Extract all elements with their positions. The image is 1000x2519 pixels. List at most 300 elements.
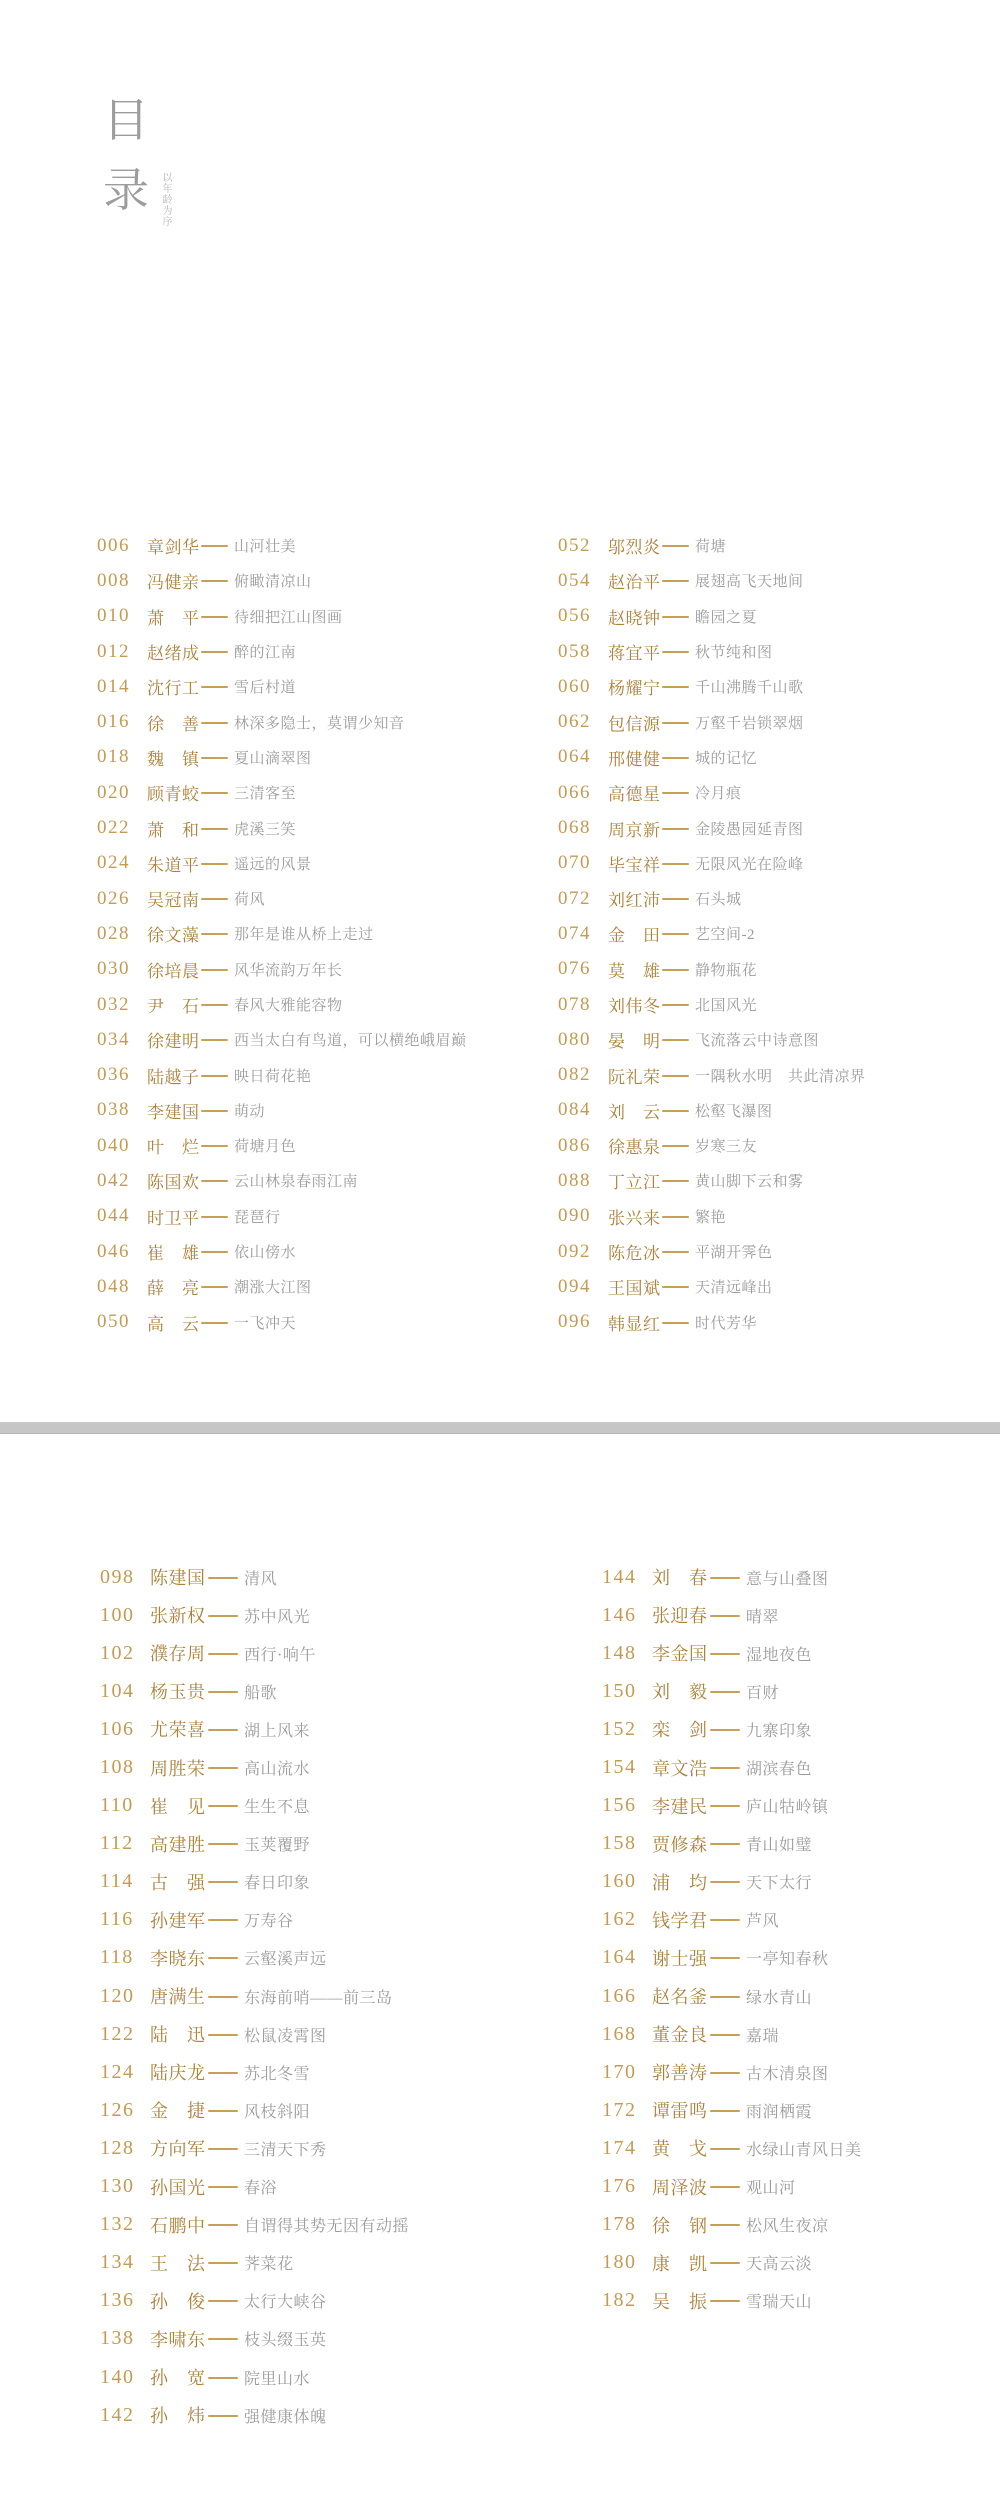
entry-artist-name: 吴冠南	[147, 891, 200, 911]
entry-dash-line	[710, 2034, 740, 2036]
toc-entry	[100, 2168, 409, 2206]
entry-dash-line	[208, 1653, 238, 1655]
toc-entry	[558, 1163, 866, 1198]
entry-artist-name: 张迎春	[652, 1606, 708, 1627]
toc-entry	[97, 740, 467, 775]
entry-artist-name: 徐惠泉	[608, 1138, 661, 1158]
entry-work-title: 荷塘	[695, 539, 727, 556]
entry-work-title: 岁寒三友	[695, 1139, 758, 1156]
entry-work-title: 枝头缀玉英	[244, 2332, 327, 2350]
entry-artist-name: 高德星	[608, 785, 661, 805]
entry-dash-line	[710, 1615, 740, 1617]
toc-entry	[97, 528, 467, 563]
entry-dash-line	[208, 2034, 238, 2036]
toc-entry	[602, 1634, 862, 1672]
entry-artist-name: 尹 石	[147, 997, 200, 1016]
entry-work-title: 三清天下秀	[244, 2141, 327, 2159]
entry-work-title: 船歌	[244, 1684, 278, 1702]
entry-dash-line	[208, 1767, 238, 1769]
toc-entry	[97, 987, 467, 1022]
entry-page-number: 170	[602, 2060, 637, 2083]
entry-page-number: 156	[602, 1794, 637, 1817]
page-gap-divider	[0, 1422, 1000, 1434]
entry-artist-name: 邢健健	[608, 749, 661, 769]
entry-page-number: 124	[100, 2060, 135, 2083]
entry-artist-name: 李晓东	[150, 1948, 206, 1969]
entry-dash-line	[662, 1216, 689, 1218]
toc-entry	[558, 599, 866, 634]
entry-artist-name: 康 凯	[652, 2253, 708, 2274]
entry-work-title: 天高云淡	[746, 2256, 813, 2274]
toc-entry	[602, 1863, 862, 1901]
entry-artist-name: 顾青蛟	[147, 785, 200, 805]
entry-page-number: 132	[100, 2213, 135, 2236]
entry-dash-line	[208, 2377, 238, 2379]
entry-artist-name: 吴 振	[652, 2291, 708, 2312]
entry-artist-name: 董金良	[652, 2025, 708, 2046]
toc-entry	[602, 2206, 862, 2244]
entry-dash-line	[710, 2186, 740, 2188]
entry-work-title: 金陵愚园延青图	[695, 821, 804, 838]
entry-page-number: 126	[100, 2098, 135, 2121]
toc-entry	[558, 1093, 866, 1128]
entry-artist-name: 刘 云	[608, 1102, 661, 1122]
entry-artist-name: 赵治平	[608, 573, 661, 593]
toc-entry	[100, 1825, 409, 1863]
toc-column-page2-left	[100, 1558, 409, 2434]
entry-page-number: 160	[602, 1870, 637, 1893]
entry-page-number: 088	[558, 1169, 591, 1191]
entry-artist-name: 阮礼荣	[608, 1067, 661, 1087]
entry-page-number: 154	[602, 1756, 637, 1779]
toc-entry	[558, 810, 866, 845]
entry-work-title: 春风大雅能容物	[234, 998, 343, 1014]
entry-artist-name: 赵晓钟	[608, 608, 661, 628]
entry-dash-line	[201, 933, 228, 935]
toc-entry	[602, 1672, 862, 1710]
entry-artist-name: 周泽波	[652, 2177, 708, 2198]
entry-dash-line	[710, 1881, 740, 1883]
entry-work-title: 九寨印象	[746, 1722, 813, 1740]
entry-dash-line	[201, 757, 228, 759]
entry-artist-name: 赵名釜	[652, 1987, 708, 2008]
entry-work-title: 黄山脚下云和雾	[695, 1174, 804, 1191]
entry-work-title: 展翅高飞天地间	[695, 574, 804, 591]
entry-page-number: 042	[97, 1169, 130, 1191]
toc-entry	[602, 1939, 862, 1977]
entry-work-title: 生生不息	[244, 1799, 311, 1817]
entry-work-title: 万壑千岩锁翠烟	[695, 715, 804, 732]
entry-dash-line	[208, 2300, 238, 2302]
entry-dash-line	[201, 828, 228, 830]
entry-page-number: 158	[602, 1832, 637, 1855]
entry-work-title: 萌动	[234, 1103, 266, 1120]
entry-dash-line	[710, 1577, 740, 1579]
toc-entry	[100, 2015, 409, 2053]
entry-artist-name: 方向军	[150, 2139, 206, 2160]
entry-work-title: 强健康体魄	[244, 2408, 327, 2426]
entry-artist-name: 时卫平	[147, 1208, 200, 1228]
entry-artist-name: 孙 俊	[150, 2291, 206, 2312]
entry-dash-line	[662, 1322, 689, 1324]
entry-dash-line	[710, 2148, 740, 2150]
entry-artist-name: 陈建国	[150, 1568, 206, 1589]
toc-entry	[602, 1710, 862, 1748]
entry-dash-line	[710, 1805, 740, 1807]
toc-subtitle-vertical: 以年龄为序	[160, 172, 171, 227]
entry-artist-name: 晏 明	[608, 1032, 661, 1052]
entry-artist-name: 章文浩	[652, 1758, 708, 1779]
entry-page-number: 056	[558, 605, 591, 627]
toc-entry	[558, 1128, 866, 1163]
entry-dash-line	[201, 1322, 228, 1324]
entry-page-number: 182	[602, 2289, 637, 2312]
entry-dash-line	[201, 1180, 228, 1182]
toc-entry	[100, 2091, 409, 2129]
entry-dash-line	[662, 1075, 689, 1077]
entry-dash-line	[208, 1881, 238, 1883]
entry-artist-name: 周京新	[608, 820, 661, 840]
entry-artist-name: 萧 和	[147, 820, 200, 840]
entry-work-title: 荠菜花	[244, 2256, 294, 2274]
entry-work-title: 待细把江山图画	[234, 609, 343, 626]
entry-work-title: 自谓得其势无因有动摇	[244, 2218, 410, 2236]
entry-page-number: 076	[558, 958, 591, 980]
entry-page-number: 020	[97, 781, 130, 803]
toc-entry	[602, 1748, 862, 1786]
entry-artist-name: 高 云	[147, 1314, 200, 1334]
entry-artist-name: 钱学君	[652, 1910, 708, 1931]
entry-dash-line	[208, 2072, 238, 2074]
entry-page-number: 092	[558, 1240, 591, 1262]
entry-dash-line	[662, 933, 689, 935]
entry-artist-name: 莫 雄	[608, 961, 661, 981]
entry-artist-name: 徐文藻	[147, 926, 200, 946]
entry-work-title: 芦风	[746, 1913, 780, 1931]
entry-work-title: 百财	[746, 1684, 780, 1702]
entry-page-number: 058	[558, 640, 591, 662]
entry-work-title: 松风生夜凉	[746, 2218, 829, 2236]
entry-dash-line	[710, 1653, 740, 1655]
entry-page-number: 022	[97, 817, 130, 839]
entry-page-number: 066	[558, 781, 591, 803]
entry-page-number: 014	[97, 675, 130, 697]
entry-page-number: 080	[558, 1028, 591, 1050]
entry-page-number: 136	[100, 2289, 135, 2312]
entry-work-title: 天清远峰出	[695, 1280, 773, 1297]
entry-page-number: 168	[602, 2022, 637, 2045]
entry-page-number: 030	[97, 958, 130, 980]
entry-work-title: 太行大峡谷	[244, 2294, 327, 2312]
entry-page-number: 012	[97, 640, 130, 662]
entry-dash-line	[201, 1004, 228, 1006]
toc-entry	[97, 1057, 467, 1092]
entry-work-title: 繁艳	[695, 1209, 727, 1226]
entry-dash-line	[662, 686, 689, 688]
entry-dash-line	[208, 1615, 238, 1617]
entry-artist-name: 孙建军	[150, 1910, 206, 1931]
entry-dash-line	[662, 1286, 689, 1288]
entry-artist-name: 徐培晨	[147, 961, 200, 981]
entry-dash-line	[662, 580, 689, 582]
entry-artist-name: 陈国欢	[147, 1173, 200, 1193]
toc-entry	[100, 1558, 409, 1596]
entry-work-title: 湖上风来	[244, 1722, 311, 1740]
toc-entry	[97, 669, 467, 704]
entry-dash-line	[662, 1004, 689, 1006]
entry-artist-name: 薛 亮	[147, 1279, 200, 1299]
entry-artist-name: 杨耀宁	[608, 679, 661, 699]
toc-column-page2-right	[602, 1558, 862, 2320]
entry-artist-name: 崔 雄	[147, 1244, 200, 1264]
toc-entry	[100, 1901, 409, 1939]
entry-dash-line	[208, 2415, 238, 2417]
toc-entry	[602, 1901, 862, 1939]
entry-page-number: 120	[100, 1984, 135, 2007]
entry-dash-line	[662, 1251, 689, 1253]
entry-artist-name: 陆 迅	[150, 2025, 206, 2046]
entry-page-number: 060	[558, 675, 591, 697]
entry-dash-line	[208, 2224, 238, 2226]
entry-page-number: 054	[558, 569, 591, 591]
entry-page-number: 070	[558, 852, 591, 874]
entry-work-title: 一隅秋水明 共此清凉界	[695, 1068, 866, 1085]
entry-dash-line	[208, 2262, 238, 2264]
entry-work-title: 俯瞰清凉山	[234, 574, 312, 591]
entry-page-number: 140	[100, 2365, 135, 2388]
toc-entry	[558, 1269, 866, 1304]
toc-entry	[97, 599, 467, 634]
entry-artist-name: 包信源	[608, 714, 661, 734]
entry-page-number: 152	[602, 1717, 637, 1740]
entry-work-title: 嘉瑞	[746, 2027, 780, 2045]
entry-page-number: 068	[558, 817, 591, 839]
entry-work-title: 春日印象	[244, 1875, 311, 1893]
entry-page-number: 084	[558, 1099, 591, 1121]
entry-work-title: 苏北冬雪	[244, 2065, 311, 2083]
entry-dash-line	[201, 722, 228, 724]
entry-page-number: 006	[97, 534, 130, 556]
entry-page-number: 138	[100, 2327, 135, 2350]
entry-page-number: 090	[558, 1205, 591, 1227]
entry-work-title: 松壑飞瀑图	[695, 1103, 773, 1120]
entry-page-number: 016	[97, 711, 130, 733]
entry-work-title: 时代芳华	[695, 1315, 758, 1332]
entry-work-title: 西行·响午	[244, 1646, 316, 1664]
entry-artist-name: 谭雷鸣	[652, 2101, 708, 2122]
entry-dash-line	[662, 616, 689, 618]
entry-work-title: 城的记忆	[695, 750, 758, 767]
toc-entry	[558, 740, 866, 775]
entry-work-title: 山河壮美	[234, 539, 297, 556]
entry-artist-name: 金 田	[608, 926, 661, 946]
entry-artist-name: 沈行工	[147, 679, 200, 699]
entry-dash-line	[201, 1110, 228, 1112]
entry-artist-name: 毕宝祥	[608, 855, 661, 875]
entry-work-title: 醉的江南	[234, 645, 297, 662]
entry-dash-line	[662, 969, 689, 971]
entry-page-number: 166	[602, 1984, 637, 2007]
entry-page-number: 026	[97, 887, 130, 909]
entry-dash-line	[662, 898, 689, 900]
toc-entry	[558, 1057, 866, 1092]
entry-page-number: 104	[100, 1679, 135, 1702]
entry-dash-line	[662, 1110, 689, 1112]
entry-dash-line	[201, 1145, 228, 1147]
entry-page-number: 040	[97, 1134, 130, 1156]
entry-dash-line	[201, 1039, 228, 1041]
entry-work-title: 荷塘月色	[234, 1139, 297, 1156]
entry-work-title: 虎溪三笑	[234, 821, 297, 838]
entry-work-title: 绿水青山	[746, 1989, 813, 2007]
entry-page-number: 146	[602, 1603, 637, 1626]
entry-work-title: 院里山水	[244, 2370, 311, 2388]
toc-entry	[97, 1269, 467, 1304]
entry-page-number: 048	[97, 1275, 130, 1297]
entry-page-number: 150	[602, 1679, 637, 1702]
entry-work-title: 瞻园之夏	[695, 609, 758, 626]
entry-work-title: 千山沸腾千山歌	[695, 680, 804, 697]
toc-entry	[558, 775, 866, 810]
entry-artist-name: 孙国光	[150, 2177, 206, 2198]
entry-dash-line	[208, 2110, 238, 2112]
entry-artist-name: 濮存周	[150, 1644, 206, 1665]
entry-page-number: 174	[602, 2136, 637, 2159]
toc-entry	[558, 563, 866, 598]
entry-artist-name: 丁立江	[608, 1173, 661, 1193]
entry-page-number: 008	[97, 569, 130, 591]
toc-entry	[100, 2320, 409, 2358]
toc-entry	[100, 2206, 409, 2244]
entry-page-number: 180	[602, 2251, 637, 2274]
toc-entry	[100, 1863, 409, 1901]
entry-page-number: 050	[97, 1311, 130, 1333]
toc-entry	[558, 634, 866, 669]
toc-entry	[100, 2053, 409, 2091]
entry-work-title: 依山傍水	[234, 1245, 297, 1262]
entry-work-title: 苏中风光	[244, 1608, 311, 1626]
entry-artist-name: 赵绪成	[147, 644, 200, 664]
entry-page-number: 062	[558, 711, 591, 733]
entry-dash-line	[662, 828, 689, 830]
toc-entry	[97, 775, 467, 810]
toc-entry	[97, 1305, 467, 1340]
entry-dash-line	[201, 1286, 228, 1288]
entry-artist-name: 杨玉贵	[150, 1682, 206, 1703]
entry-artist-name: 魏 镇	[147, 749, 200, 769]
entry-work-title: 春浴	[244, 2180, 278, 2198]
entry-dash-line	[208, 1577, 238, 1579]
toc-entry	[100, 2282, 409, 2320]
entry-work-title: 万寿谷	[244, 1913, 294, 1931]
entry-work-title: 庐山牯岭镇	[746, 1799, 829, 1817]
entry-work-title: 高山流水	[244, 1761, 311, 1779]
toc-entry	[97, 881, 467, 916]
entry-dash-line	[710, 2300, 740, 2302]
entry-artist-name: 高建胜	[150, 1834, 206, 1855]
entry-work-title: 风华流韵万年长	[234, 962, 343, 979]
toc-entry	[100, 2129, 409, 2167]
entry-page-number: 028	[97, 922, 130, 944]
entry-dash-line	[208, 1691, 238, 1693]
entry-page-number: 112	[100, 1832, 134, 1855]
entry-work-title: 观山河	[746, 2180, 796, 2198]
entry-dash-line	[710, 2110, 740, 2112]
toc-entry	[602, 2015, 862, 2053]
entry-page-number: 148	[602, 1641, 637, 1664]
entry-work-title: 天下太行	[746, 1875, 813, 1893]
entry-artist-name: 李金国	[652, 1644, 708, 1665]
entry-dash-line	[662, 792, 689, 794]
toc-entry	[97, 1022, 467, 1057]
toc-entry	[100, 2396, 409, 2434]
toc-entry	[97, 952, 467, 987]
entry-work-title: 雪后村道	[234, 680, 297, 697]
toc-entry	[97, 810, 467, 845]
entry-page-number: 086	[558, 1134, 591, 1156]
toc-entry	[97, 1093, 467, 1128]
toc-entry	[558, 1234, 866, 1269]
entry-work-title: 夏山滴翠图	[234, 750, 312, 767]
toc-entry	[558, 1305, 866, 1340]
entry-dash-line	[201, 898, 228, 900]
entry-page-number: 052	[558, 534, 591, 556]
entry-work-title: 平湖开霁色	[695, 1245, 773, 1262]
entry-artist-name: 陆越子	[147, 1067, 200, 1087]
entry-work-title: 水绿山青风日美	[746, 2141, 862, 2159]
entry-artist-name: 陆庆龙	[150, 2063, 206, 2084]
entry-page-number: 134	[100, 2251, 135, 2274]
entry-page-number: 164	[602, 1946, 637, 1969]
toc-entry	[602, 1977, 862, 2015]
entry-work-title: 云壑溪声远	[244, 1951, 327, 1969]
entry-work-title: 三清客至	[234, 786, 297, 803]
entry-work-title: 晴翠	[746, 1608, 780, 1626]
entry-artist-name: 郭善涛	[652, 2063, 708, 2084]
entry-artist-name: 萧 平	[147, 608, 200, 628]
entry-dash-line	[710, 1691, 740, 1693]
toc-entry	[558, 846, 866, 881]
entry-page-number: 118	[100, 1946, 134, 1969]
toc-entry	[100, 1939, 409, 1977]
entry-dash-line	[201, 1251, 228, 1253]
toc-entry	[558, 1199, 866, 1234]
entry-page-number: 106	[100, 1717, 135, 1740]
toc-entry	[100, 2244, 409, 2282]
entry-dash-line	[662, 651, 689, 653]
toc-entry	[100, 1710, 409, 1748]
entry-dash-line	[201, 686, 228, 688]
toc-column-page1-right	[558, 528, 866, 1340]
entry-work-title: 松鼠凌霄图	[244, 2027, 327, 2045]
entry-work-title: 琵琶行	[234, 1209, 281, 1226]
entry-artist-name: 张兴来	[608, 1208, 661, 1228]
entry-artist-name: 尤荣喜	[150, 1720, 206, 1741]
title-char-mu: 目	[103, 95, 149, 146]
entry-artist-name: 李啸东	[150, 2329, 206, 2350]
toc-entry	[602, 1558, 862, 1596]
entry-page-number: 078	[558, 993, 591, 1015]
entry-work-title: 静物瓶花	[695, 962, 758, 979]
entry-artist-name: 徐 善	[147, 714, 200, 734]
entry-artist-name: 周胜荣	[150, 1758, 206, 1779]
entry-work-title: 古木清泉图	[746, 2065, 829, 2083]
entry-artist-name: 谢士强	[652, 1948, 708, 1969]
entry-dash-line	[662, 1039, 689, 1041]
entry-dash-line	[208, 1996, 238, 1998]
entry-artist-name: 李建民	[652, 1796, 708, 1817]
entry-artist-name: 崔 见	[150, 1796, 206, 1817]
